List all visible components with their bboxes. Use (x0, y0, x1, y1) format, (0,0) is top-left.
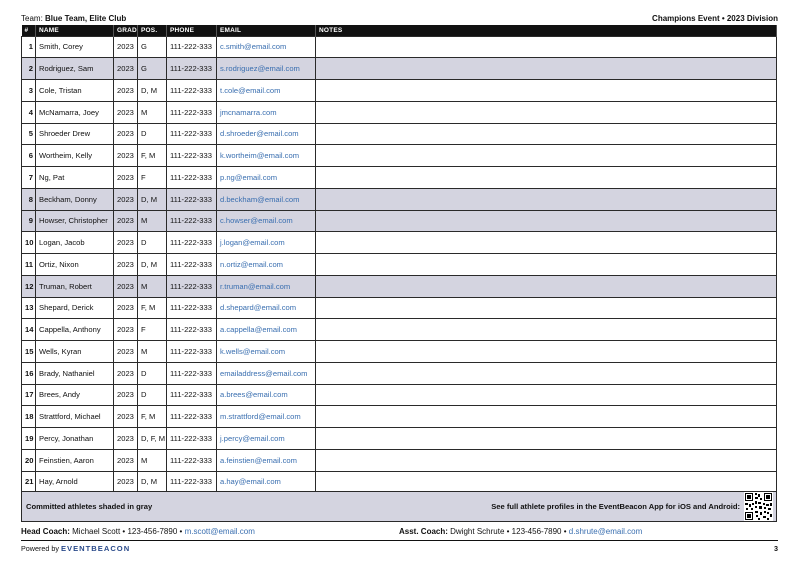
row-number-cell: 11 (22, 254, 36, 276)
athlete-name-cell: Howser, Christopher (36, 210, 114, 232)
table-row (22, 123, 777, 145)
position-cell: G (138, 58, 167, 80)
row-number-cell: 15 (22, 341, 36, 363)
position-cell: D (138, 123, 167, 145)
email-cell[interactable]: c.howser@email.com (217, 210, 316, 232)
row-number-cell: 12 (22, 275, 36, 297)
row-number-cell: 10 (22, 232, 36, 254)
notes-cell (316, 319, 777, 341)
row-number-cell: 13 (22, 297, 36, 319)
email-cell[interactable]: a.feinstien@email.com (217, 449, 316, 471)
grad-year-cell: 2023 (114, 384, 138, 406)
table-header-row (22, 25, 777, 36)
email-cell[interactable]: n.ortiz@email.com (217, 254, 316, 276)
position-cell: F (138, 319, 167, 341)
row-number-cell: 1 (22, 36, 36, 58)
notes-cell (316, 254, 777, 276)
notes-cell (316, 101, 777, 123)
row-number-cell: 7 (22, 167, 36, 189)
notes-cell (316, 80, 777, 102)
col-grad-header: GRAD (114, 25, 138, 36)
position-cell: F, M (138, 406, 167, 428)
asst-coach-phone: 123-456-7890 (511, 526, 562, 536)
phone-cell: 111-222-333 (167, 341, 217, 363)
position-cell: D (138, 362, 167, 384)
table-row (22, 449, 777, 471)
email-cell[interactable]: m.strattford@email.com (217, 406, 316, 428)
email-cell[interactable]: t.cole@email.com (217, 80, 316, 102)
notes-cell (316, 428, 777, 450)
phone-cell: 111-222-333 (167, 449, 217, 471)
grad-year-cell: 2023 (114, 188, 138, 210)
head-coach-label: Head Coach: (21, 526, 70, 536)
email-cell[interactable]: d.shroeder@email.com (217, 123, 316, 145)
position-cell: M (138, 101, 167, 123)
page-header (21, 13, 778, 24)
table-row (22, 101, 777, 123)
notes-cell (316, 275, 777, 297)
team-label: Team: (21, 14, 43, 23)
table-row (22, 362, 777, 384)
position-cell: D, F, M (138, 428, 167, 450)
separator: • (122, 526, 126, 536)
notes-cell (316, 188, 777, 210)
position-cell: D, M (138, 471, 167, 493)
grad-year-cell: 2023 (114, 362, 138, 384)
row-number-cell: 4 (22, 101, 36, 123)
athlete-name-cell: Ng, Pat (36, 167, 114, 189)
row-number-cell: 9 (22, 210, 36, 232)
email-cell[interactable]: jmcnamarra.com (217, 101, 316, 123)
phone-cell: 111-222-333 (167, 471, 217, 493)
committed-note: Committed athletes shaded in gray (26, 502, 153, 511)
email-cell[interactable]: a.cappella@email.com (217, 319, 316, 341)
grad-year-cell: 2023 (114, 167, 138, 189)
col-number-header: # (22, 25, 36, 36)
table-row (22, 384, 777, 406)
row-number-cell: 2 (22, 58, 36, 80)
powered-by-label: Powered by (21, 544, 59, 553)
asst-coach (399, 527, 642, 536)
grad-year-cell: 2023 (114, 232, 138, 254)
brand-logo[interactable]: EVENTBEACON (60, 544, 131, 553)
email-cell[interactable]: k.wortheim@email.com (217, 145, 316, 167)
separator: • (179, 526, 183, 536)
grad-year-cell: 2023 (114, 471, 138, 493)
athlete-name-cell: Beckham, Donny (36, 188, 114, 210)
position-cell: F, M (138, 145, 167, 167)
athlete-name-cell: Hay, Arnold (36, 471, 114, 493)
grad-year-cell: 2023 (114, 428, 138, 450)
head-coach (21, 527, 399, 536)
phone-cell: 111-222-333 (167, 167, 217, 189)
col-pos-header: POS. (138, 25, 167, 36)
head-coach-phone: 123-456-7890 (127, 526, 178, 536)
email-cell[interactable]: c.smith@email.com (217, 36, 316, 58)
row-number-cell: 17 (22, 384, 36, 406)
email-cell[interactable]: j.percy@email.com (217, 428, 316, 450)
grad-year-cell: 2023 (114, 449, 138, 471)
grad-year-cell: 2023 (114, 406, 138, 428)
footer-divider (21, 540, 778, 541)
page-footer (21, 543, 778, 554)
athlete-name-cell: Cappella, Anthony (36, 319, 114, 341)
phone-cell: 111-222-333 (167, 188, 217, 210)
table-row (22, 58, 777, 80)
athlete-name-cell: Shepard, Derick (36, 297, 114, 319)
athlete-name-cell: Feinstien, Aaron (36, 449, 114, 471)
position-cell: D, M (138, 80, 167, 102)
email-cell[interactable]: j.logan@email.com (217, 232, 316, 254)
position-cell: G (138, 36, 167, 58)
phone-cell: 111-222-333 (167, 232, 217, 254)
row-number-cell: 14 (22, 319, 36, 341)
athlete-name-cell: Strattford, Michael (36, 406, 114, 428)
table-row (22, 232, 777, 254)
col-name-header: NAME (36, 25, 114, 36)
position-cell: D (138, 232, 167, 254)
phone-cell: 111-222-333 (167, 254, 217, 276)
position-cell: M (138, 210, 167, 232)
grad-year-cell: 2023 (114, 36, 138, 58)
email-cell[interactable]: emailaddress@email.com (217, 362, 316, 384)
table-row (22, 80, 777, 102)
asst-coach-name: Dwight Schrute (450, 526, 505, 536)
notes-cell (316, 449, 777, 471)
grad-year-cell: 2023 (114, 58, 138, 80)
notes-cell (316, 167, 777, 189)
row-number-cell: 21 (22, 471, 36, 493)
notes-cell (316, 297, 777, 319)
athlete-name-cell: Brees, Andy (36, 384, 114, 406)
table-row (22, 36, 777, 58)
phone-cell: 111-222-333 (167, 384, 217, 406)
phone-cell: 111-222-333 (167, 319, 217, 341)
phone-cell: 111-222-333 (167, 101, 217, 123)
notes-cell (316, 471, 777, 493)
grad-year-cell: 2023 (114, 80, 138, 102)
row-number-cell: 19 (22, 428, 36, 450)
email-cell[interactable]: a.brees@email.com (217, 384, 316, 406)
notes-cell (316, 36, 777, 58)
email-cell[interactable]: p.ng@email.com (217, 167, 316, 189)
athlete-name-cell: Cole, Tristan (36, 80, 114, 102)
phone-cell: 111-222-333 (167, 362, 217, 384)
roster-table (21, 25, 777, 493)
table-row (22, 210, 777, 232)
phone-cell: 111-222-333 (167, 36, 217, 58)
asst-coach-email[interactable]: d.shrute@email.com (568, 526, 643, 536)
grad-year-cell: 2023 (114, 341, 138, 363)
notes-cell (316, 341, 777, 363)
row-number-cell: 16 (22, 362, 36, 384)
position-cell: D, M (138, 188, 167, 210)
position-cell: D, M (138, 254, 167, 276)
notes-cell (316, 384, 777, 406)
position-cell: M (138, 341, 167, 363)
row-number-cell: 18 (22, 406, 36, 428)
phone-cell: 111-222-333 (167, 406, 217, 428)
notes-cell (316, 58, 777, 80)
notes-cell (316, 210, 777, 232)
col-phone-header: PHONE (167, 25, 217, 36)
athlete-name-cell: Brady, Nathaniel (36, 362, 114, 384)
grad-year-cell: 2023 (114, 275, 138, 297)
notes-cell (316, 362, 777, 384)
grad-year-cell: 2023 (114, 123, 138, 145)
row-number-cell: 3 (22, 80, 36, 102)
team-name: Blue Team, Elite Club (45, 14, 127, 23)
qr-code-icon[interactable] (744, 492, 773, 521)
phone-cell: 111-222-333 (167, 275, 217, 297)
email-cell[interactable]: k.wells@email.com (217, 341, 316, 363)
table-row (22, 188, 777, 210)
athlete-name-cell: Wortheim, Kelly (36, 145, 114, 167)
position-cell: D (138, 384, 167, 406)
notes-cell (316, 232, 777, 254)
athlete-name-cell: Shroeder Drew (36, 123, 114, 145)
row-number-cell: 8 (22, 188, 36, 210)
position-cell: M (138, 275, 167, 297)
powered-by (21, 544, 130, 553)
athlete-name-cell: Logan, Jacob (36, 232, 114, 254)
phone-cell: 111-222-333 (167, 145, 217, 167)
position-cell: M (138, 449, 167, 471)
athlete-name-cell: Ortiz, Nixon (36, 254, 114, 276)
phone-cell: 111-222-333 (167, 80, 217, 102)
phone-cell: 111-222-333 (167, 428, 217, 450)
app-note: See full athlete profiles in the EventBeacon App for iOS and Android: (491, 502, 740, 511)
athlete-name-cell: McNamarra, Joey (36, 101, 114, 123)
head-coach-email[interactable]: m.scott@email.com (184, 526, 255, 536)
email-cell[interactable]: s.rodriguez@email.com (217, 58, 316, 80)
table-row (22, 167, 777, 189)
phone-cell: 111-222-333 (167, 58, 217, 80)
col-email-header: EMAIL (217, 25, 316, 36)
athlete-name-cell: Wells, Kyran (36, 341, 114, 363)
phone-cell: 111-222-333 (167, 210, 217, 232)
coach-info (21, 525, 778, 537)
email-cell[interactable]: r.truman@email.com (217, 275, 316, 297)
separator: • (506, 526, 510, 536)
grad-year-cell: 2023 (114, 210, 138, 232)
athlete-name-cell: Percy, Jonathan (36, 428, 114, 450)
email-cell[interactable]: d.beckham@email.com (217, 188, 316, 210)
table-row (22, 297, 777, 319)
table-row (22, 406, 777, 428)
grad-year-cell: 2023 (114, 297, 138, 319)
row-number-cell: 6 (22, 145, 36, 167)
table-row (22, 254, 777, 276)
grad-year-cell: 2023 (114, 145, 138, 167)
notes-cell (316, 123, 777, 145)
separator: • (563, 526, 567, 536)
athlete-name-cell: Truman, Robert (36, 275, 114, 297)
position-cell: F (138, 167, 167, 189)
col-notes-header: NOTES (316, 25, 777, 36)
table-row (22, 145, 777, 167)
athlete-name-cell: Rodriguez, Sam (36, 58, 114, 80)
athlete-name-cell: Smith, Corey (36, 36, 114, 58)
notes-cell (316, 406, 777, 428)
phone-cell: 111-222-333 (167, 297, 217, 319)
notes-cell (316, 145, 777, 167)
table-footer (21, 491, 777, 522)
table-row (22, 319, 777, 341)
email-cell[interactable]: a.hay@email.com (217, 471, 316, 493)
event-title: Champions Event • 2023 Division (652, 14, 778, 23)
position-cell: F, M (138, 297, 167, 319)
table-row (22, 275, 777, 297)
phone-cell: 111-222-333 (167, 123, 217, 145)
page-number: 3 (774, 544, 778, 553)
row-number-cell: 5 (22, 123, 36, 145)
row-number-cell: 20 (22, 449, 36, 471)
team-info (21, 14, 126, 23)
head-coach-name: Michael Scott (72, 526, 121, 536)
grad-year-cell: 2023 (114, 319, 138, 341)
table-row (22, 471, 777, 493)
email-cell[interactable]: d.shepard@email.com (217, 297, 316, 319)
roster-body (22, 36, 777, 493)
grad-year-cell: 2023 (114, 254, 138, 276)
table-row (22, 428, 777, 450)
grad-year-cell: 2023 (114, 101, 138, 123)
table-row (22, 341, 777, 363)
asst-coach-label: Asst. Coach: (399, 526, 448, 536)
